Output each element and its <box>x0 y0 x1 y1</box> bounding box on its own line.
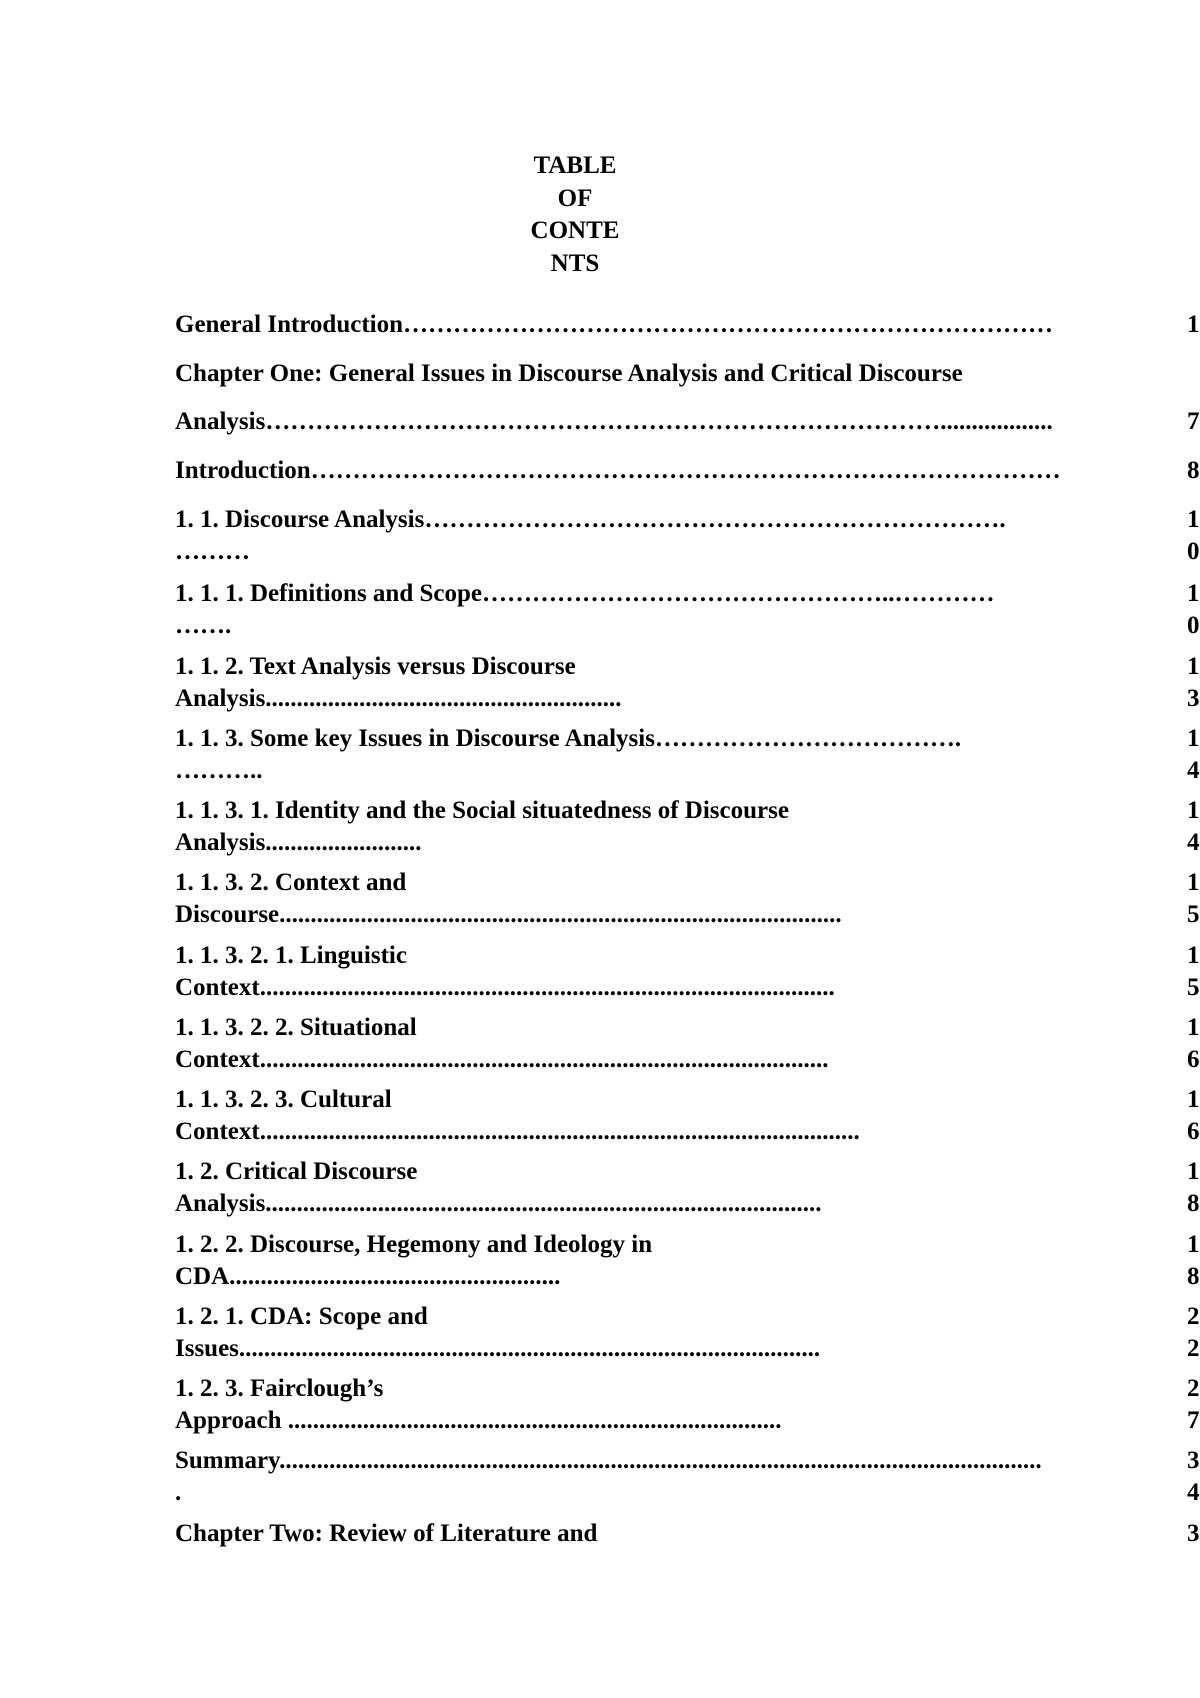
toc-entry-text: 1. 2. Critical Discourse <box>175 1158 418 1185</box>
toc-entry-text: Analysis......................... <box>175 829 422 856</box>
toc-entry-text: 1. 1. 3. Some key Issues in Discourse Analysis………………………………. <box>175 725 962 752</box>
toc-page-number: 0 <box>1187 538 1200 565</box>
toc-page-number: 0 <box>1187 612 1200 639</box>
toc-page-number: 2 <box>1187 1303 1200 1330</box>
toc-page-number: 1 <box>1187 1231 1200 1258</box>
toc-page-number: 2 <box>1187 1375 1200 1402</box>
toc-entry-text: ……. <box>175 612 232 639</box>
toc-entry-text: 1. 1. 3. 2. 1. Linguistic <box>175 942 407 969</box>
toc-page-number: 3 <box>1187 685 1200 712</box>
toc-entry-text: Chapter Two: Review of Literature and <box>175 1520 598 1547</box>
toc-entry-text: Discourse.......................................................................................... <box>175 901 842 928</box>
toc-page-number: 1 <box>1187 1014 1200 1041</box>
toc-page-number: 5 <box>1187 901 1200 928</box>
toc-page-number: 3 <box>1187 1447 1200 1474</box>
toc-entry-text: Context............................................................................................ <box>175 974 835 1001</box>
toc-page-number: 3 <box>1187 1520 1200 1547</box>
toc-page-number: 8 <box>1187 1263 1200 1290</box>
toc-entry-text: 1. 1. 3. 2. Context and <box>175 869 407 896</box>
toc-page-number: 4 <box>1187 757 1200 784</box>
toc-title-line: TABLE <box>533 152 617 179</box>
toc-page-number: 5 <box>1187 974 1200 1001</box>
toc-title-line: CONTE <box>530 217 620 244</box>
toc-page-number: 1 <box>1187 506 1200 533</box>
toc-page-number: 6 <box>1187 1118 1200 1145</box>
toc-entry-text: 1. 1. 3. 1. Identity and the Social situatedness of Discourse <box>175 797 789 824</box>
toc-entry-text: Analysis......................................................... <box>175 685 622 712</box>
toc-page-number: 7 <box>1187 408 1200 435</box>
toc-entry-text: Analysis……………………………………………………………………….................. <box>175 408 1053 435</box>
toc-entry-text: 1. 2. 1. CDA: Scope and <box>175 1303 428 1330</box>
toc-page-number: 1 <box>1187 869 1200 896</box>
toc-entry-text: Issues............................................................................................. <box>175 1335 821 1362</box>
toc-page-number: 1 <box>1187 311 1200 338</box>
toc-entry-text: 1. 1. 1. Definitions and Scope…………………………………………..………… <box>175 580 995 607</box>
toc-entry-text: Chapter One: General Issues in Discourse Analysis and Critical Discourse <box>175 360 963 387</box>
toc-entry-text: 1. 1. Discourse Analysis……………………………………………………………. <box>175 506 1006 533</box>
toc-page-number: 8 <box>1187 1190 1200 1217</box>
toc-entry-text: Context........................................................................................... <box>175 1046 829 1073</box>
toc-page-number: 2 <box>1187 1335 1200 1362</box>
toc-page-number: 1 <box>1187 942 1200 969</box>
toc-entry-text: Approach ............................................................................... <box>175 1407 782 1434</box>
toc-entry-text: CDA..................................................... <box>175 1263 561 1290</box>
toc-entry-text: ……… <box>175 538 250 565</box>
toc-entry-text: Summary.......................................................................................................................... <box>175 1447 1042 1474</box>
toc-entry-text: ……….. <box>175 757 263 784</box>
toc-entry-text: 1. 1. 3. 2. 2. Situational <box>175 1014 417 1041</box>
toc-page-number: 1 <box>1187 725 1200 752</box>
toc-page-number: 6 <box>1187 1046 1200 1073</box>
toc-entry-text: Analysis......................................................................................... <box>175 1190 822 1217</box>
toc-page-number: 4 <box>1187 1479 1200 1506</box>
toc-entry-text: General Introduction…………………………………………………………………… <box>175 311 1054 338</box>
toc-page-number: 1 <box>1187 653 1200 680</box>
toc-page-number: 7 <box>1187 1407 1200 1434</box>
toc-entry-text: 1. 2. 3. Fairclough’s <box>175 1375 384 1402</box>
toc-page-number: 1 <box>1187 797 1200 824</box>
toc-entry-text: 1. 1. 2. Text Analysis versus Discourse <box>175 653 576 680</box>
toc-page-number: 1 <box>1187 1158 1200 1185</box>
toc-title-line: NTS <box>550 249 600 277</box>
toc-entry-text: Introduction……………………………………………………………………………… <box>175 457 1061 484</box>
toc-title-line: OF <box>557 184 593 212</box>
toc-page-number: 4 <box>1187 829 1200 856</box>
toc-page-number: 1 <box>1187 580 1200 607</box>
toc-page-number: 1 <box>1187 1086 1200 1113</box>
toc-entry-text: 1. 2. 2. Discourse, Hegemony and Ideology in <box>175 1231 653 1258</box>
toc-entry-text: . <box>175 1479 182 1506</box>
toc-page-number: 8 <box>1187 457 1200 484</box>
toc-entry-text: Context................................................................................................ <box>175 1118 860 1145</box>
toc-entry-text: 1. 1. 3. 2. 3. Cultural <box>175 1086 392 1113</box>
